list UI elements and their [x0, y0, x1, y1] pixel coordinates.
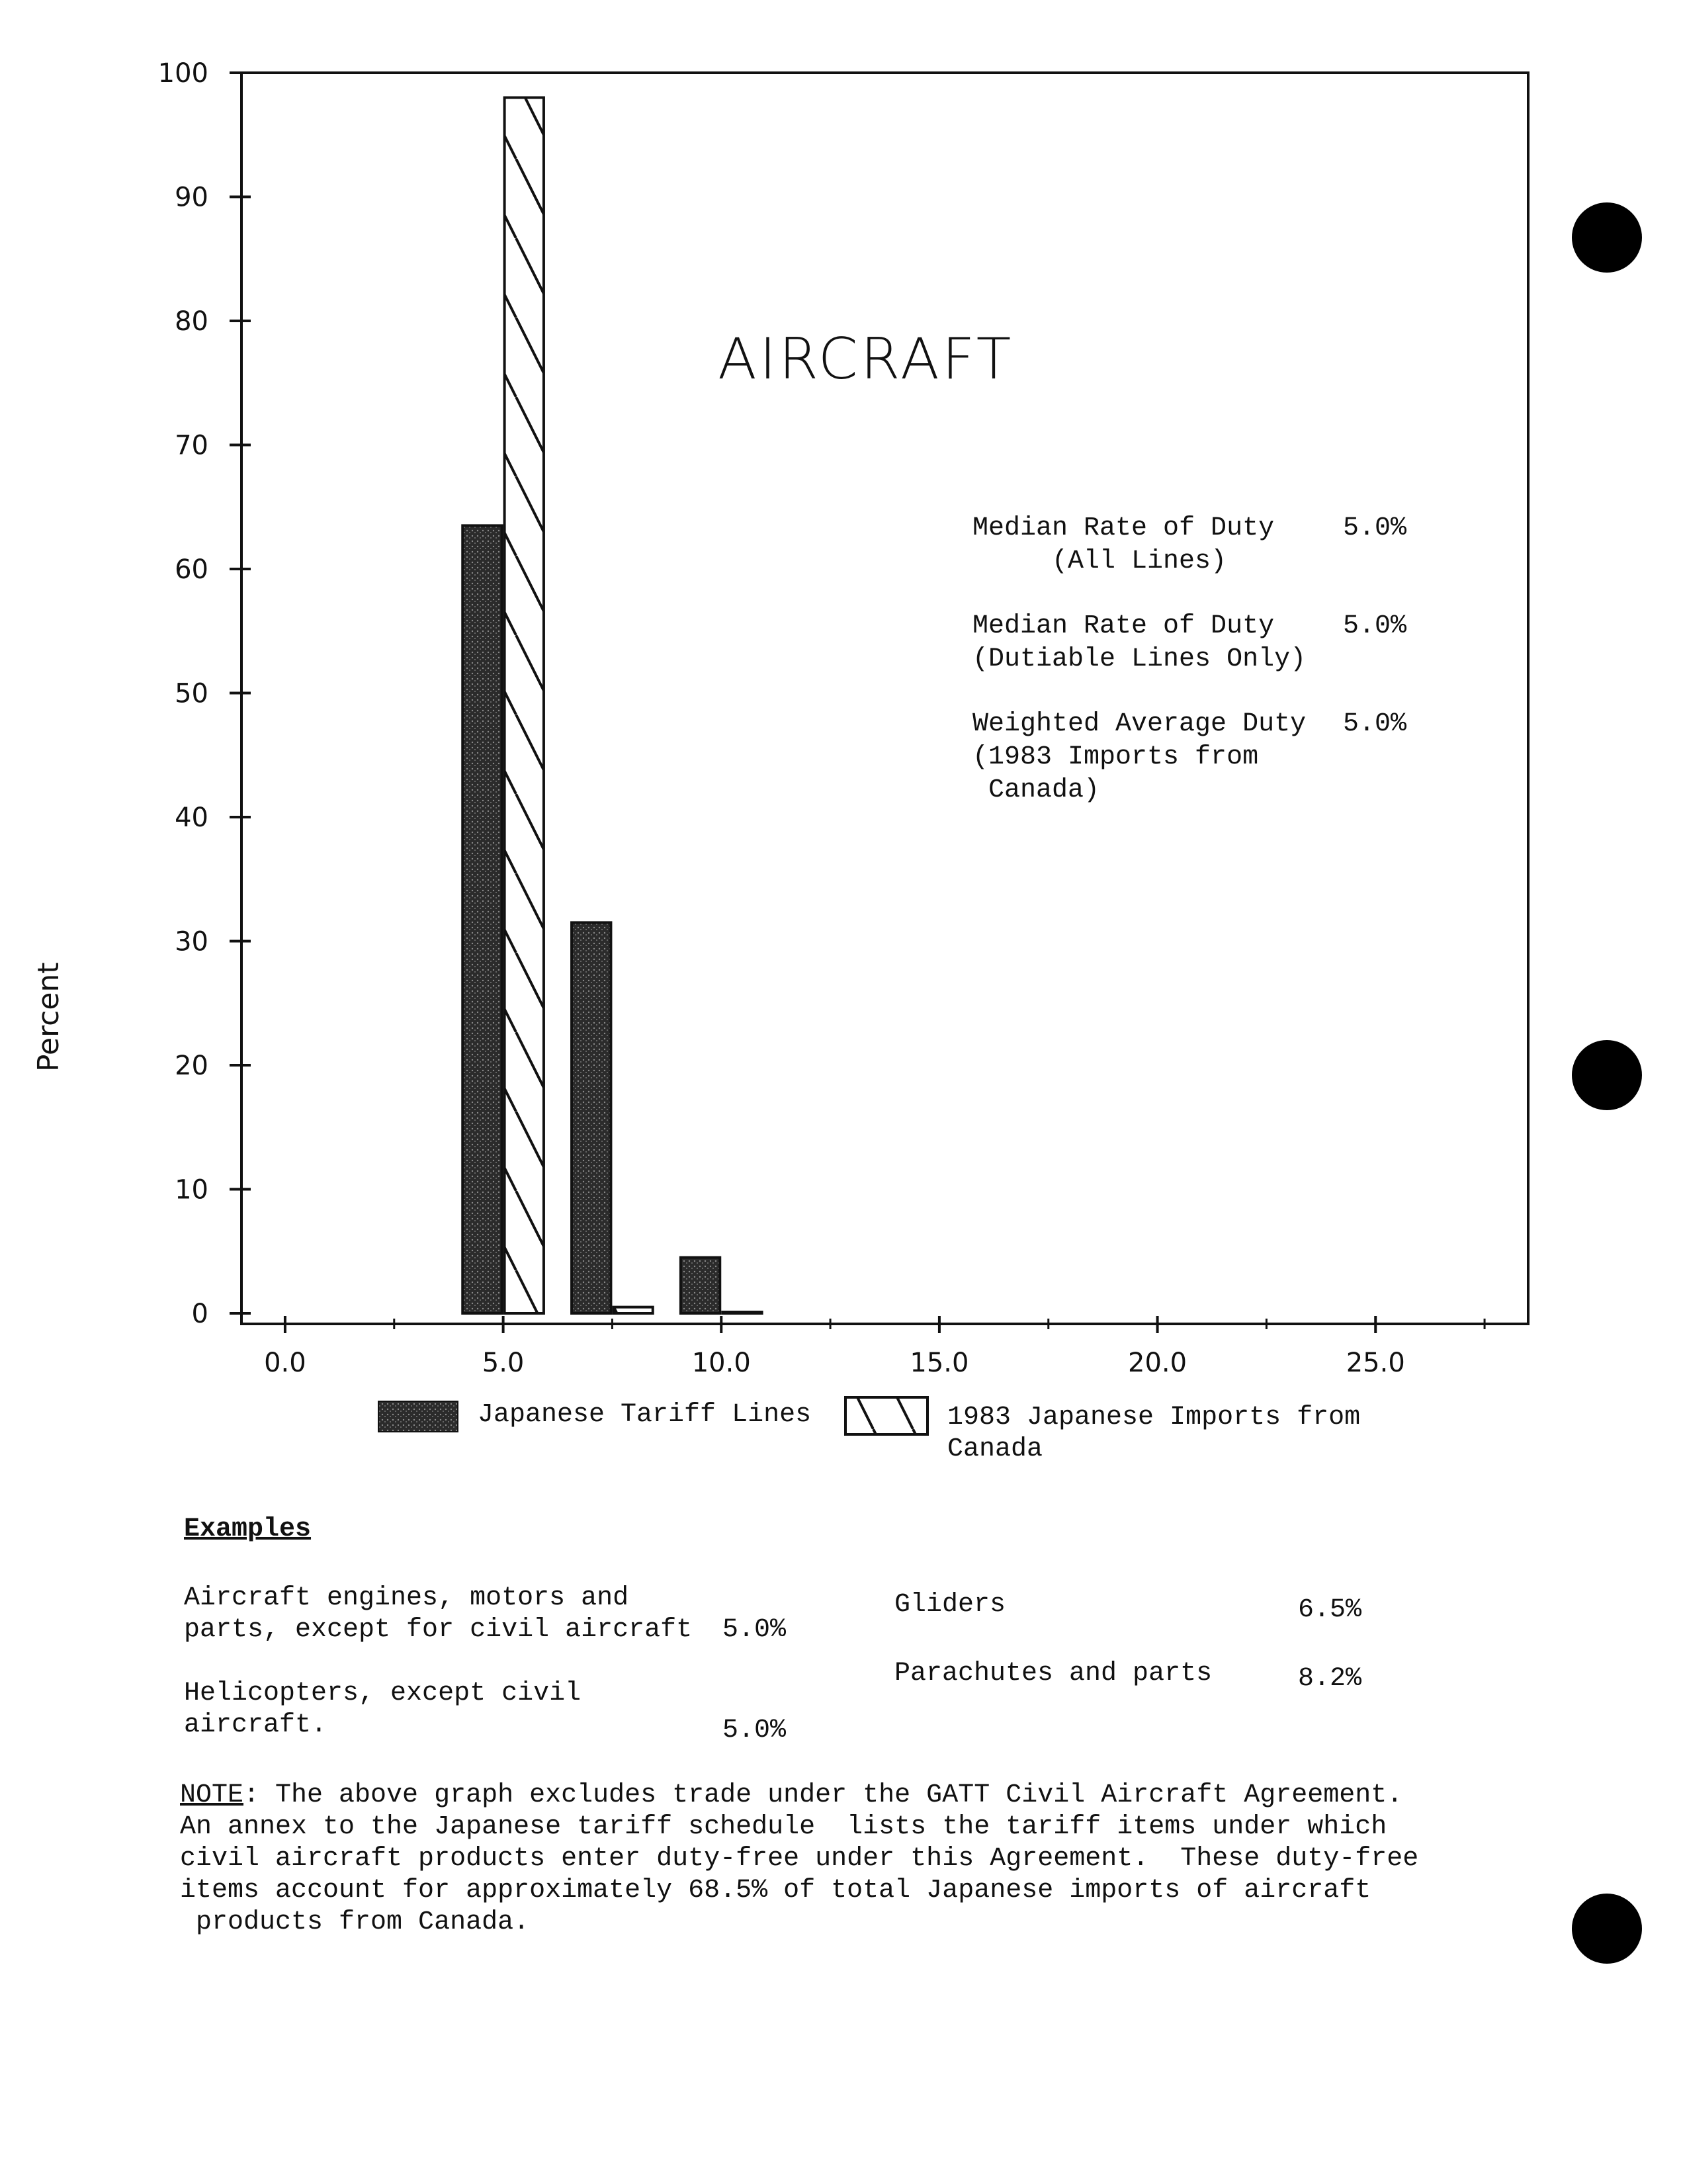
x-tick-label: 5.0: [482, 1348, 525, 1378]
x-tick-label: 25.0: [1346, 1348, 1405, 1378]
bars: [462, 98, 761, 1314]
example-gliders-value: 6.5%: [1298, 1595, 1362, 1625]
bar-tariff-lines: [462, 525, 501, 1313]
binder-hole-top: [1572, 202, 1642, 273]
y-tick-label: 10: [175, 1174, 208, 1205]
stat-label-line: (Dutiable Lines Only): [972, 644, 1307, 674]
x-tick-label: 10.0: [691, 1348, 751, 1378]
legend: [378, 1397, 1360, 1464]
legend-label-imports-line2: Canada: [947, 1434, 1043, 1464]
legend-label-tariff-lines: Japanese Tariff Lines: [478, 1400, 812, 1430]
stat-value: 5.0%: [1343, 513, 1407, 543]
note-line-1: : The above graph excludes trade under the GATT Civil Aircraft Agreement.: [243, 1780, 1403, 1810]
stat-label-line: (1983 Imports from: [972, 742, 1259, 772]
stat-label-line: Weighted Average Duty: [972, 709, 1307, 739]
y-axis: [158, 58, 251, 1329]
legend-swatch-tariff-lines: [378, 1401, 458, 1432]
y-tick-label: 50: [175, 678, 208, 709]
plot-frame: [241, 73, 1528, 1324]
example-engines-label: Aircraft engines, motors and parts, except for civil aircraft: [184, 1583, 693, 1645]
stat-label-line: Median Rate of Duty: [972, 513, 1275, 543]
x-tick-label: 15.0: [910, 1348, 969, 1378]
duty-stats: [972, 513, 1407, 805]
y-axis-title: Percent: [32, 962, 65, 1072]
legend-swatch-imports: [845, 1397, 927, 1434]
example-gliders-label: Gliders: [894, 1590, 1006, 1620]
bar-tariff-lines: [681, 1258, 720, 1313]
y-tick-label: 60: [175, 554, 208, 585]
binder-hole-bottom: [1572, 1894, 1642, 1964]
y-tick-label: 30: [175, 926, 208, 957]
y-tick-label: 0: [191, 1299, 208, 1329]
example-parachutes-label: Parachutes and parts: [894, 1659, 1213, 1688]
example-engines-value: 5.0%: [722, 1615, 787, 1645]
stat-label-line: Canada): [972, 775, 1100, 805]
y-tick-label: 100: [157, 58, 208, 89]
stat-label-line: Median Rate of Duty: [972, 611, 1275, 641]
example-helicopters-label: Helicopters, except civil aircraft.: [184, 1679, 582, 1740]
example-helicopters-value: 5.0%: [722, 1716, 787, 1745]
note-line-3: civil aircraft products enter duty-free under this Agreement. These duty-free: [180, 1844, 1419, 1874]
example-parachutes-value: 8.2%: [1298, 1664, 1362, 1694]
legend-label-imports-line1: 1983 Japanese Imports from: [947, 1403, 1361, 1432]
note-line-4: items account for approximately 68.5% of total Japanese imports of aircraft: [180, 1876, 1371, 1905]
note-paragraph: [180, 1780, 1418, 1939]
y-tick-label: 20: [175, 1051, 208, 1081]
x-tick-label: 0.0: [264, 1348, 306, 1378]
x-axis: [264, 1316, 1485, 1378]
bar-tariff-lines: [572, 922, 611, 1313]
note-line-2: An annex to the Japanese tariff schedule lists the tariff items under which: [180, 1812, 1387, 1842]
stat-label-line: (All Lines): [972, 546, 1227, 576]
binder-hole-middle: [1572, 1040, 1642, 1110]
y-tick-label: 90: [175, 182, 208, 213]
note-line-5: products from Canada.: [180, 1907, 530, 1937]
y-tick-label: 40: [175, 803, 208, 833]
y-tick-label: 70: [175, 430, 208, 461]
bar-imports-from-canada: [722, 1312, 761, 1313]
y-tick-label: 80: [175, 306, 208, 337]
examples-heading: Examples: [184, 1514, 312, 1544]
bar-imports-from-canada: [613, 1307, 652, 1313]
x-tick-label: 20.0: [1128, 1348, 1187, 1378]
stat-value: 5.0%: [1343, 709, 1407, 739]
stat-value: 5.0%: [1343, 611, 1407, 641]
note-label: NOTE: [180, 1780, 244, 1810]
chart-title: AIRCRAFT: [718, 326, 1014, 392]
bar-imports-from-canada: [505, 98, 544, 1314]
